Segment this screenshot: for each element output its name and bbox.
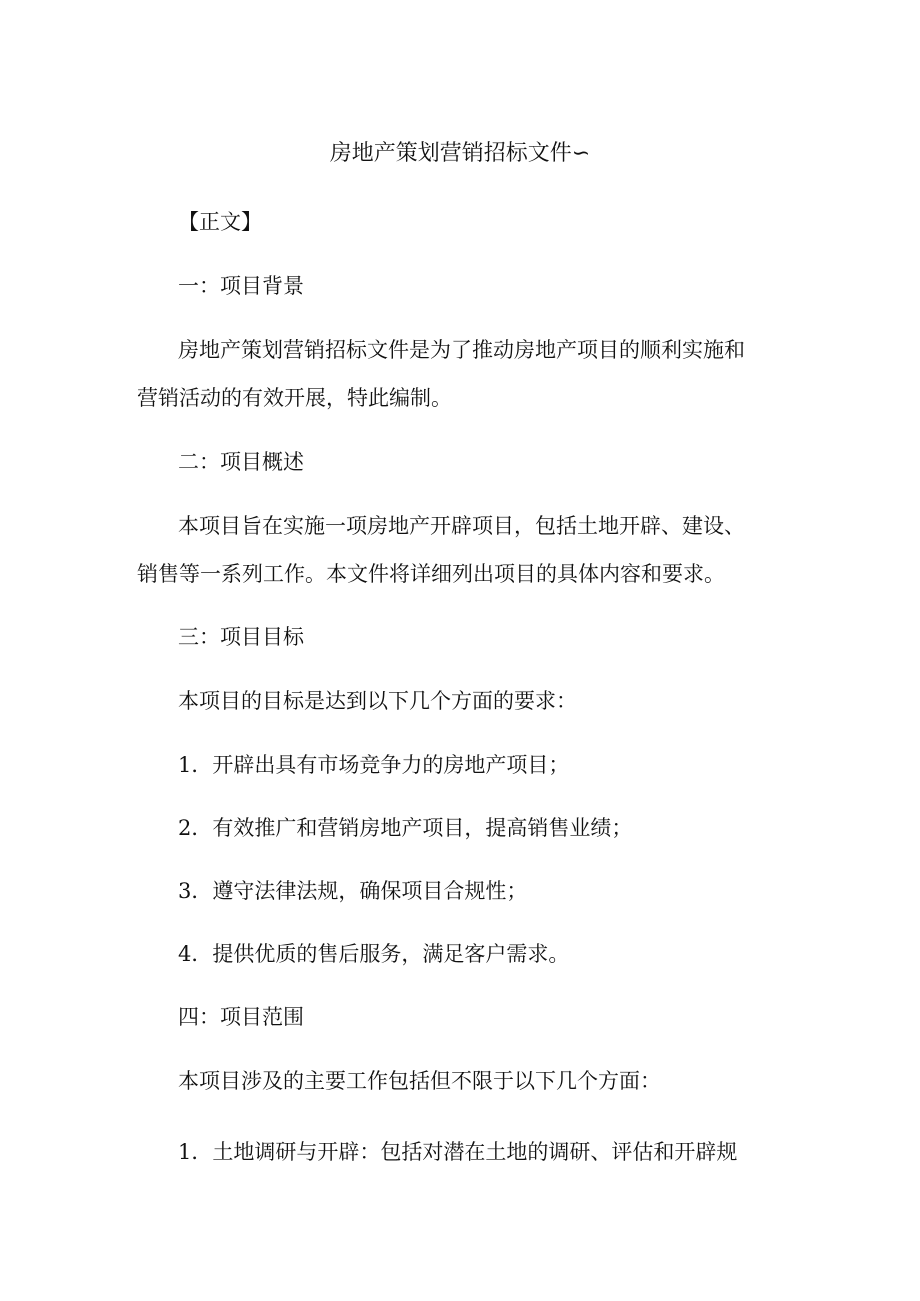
goals-item-3: 3．遵守法律法规，确保项目合规性；: [178, 879, 528, 903]
goals-intro: 本项目的目标是达到以下几个方面的要求：: [178, 689, 577, 713]
goals-item-1: 1．开辟出具有市场竞争力的房地产项目；: [178, 753, 570, 777]
goals-item-2: 2．有效推广和营销房地产项目，提高销售业绩；: [178, 816, 633, 840]
scope-item-1: 1．土地调研与开辟：包括对潜在土地的调研、评估和开辟规: [178, 1140, 738, 1164]
section-marker: 【正文】: [178, 210, 262, 234]
overview-paragraph-line-1: 本项目旨在实施一项房地产开辟项目，包括土地开辟、建设、: [178, 514, 745, 538]
section-heading-goals: 三：项目目标: [178, 625, 304, 649]
overview-paragraph-line-2: 销售等一系列工作。本文件将详细列出项目的具体内容和要求。: [137, 562, 725, 586]
background-paragraph-line-2: 营销活动的有效开展，特此编制。: [137, 386, 452, 410]
section-heading-overview: 二：项目概述: [178, 450, 304, 474]
scope-intro: 本项目涉及的主要工作包括但不限于以下几个方面：: [178, 1069, 661, 1093]
section-heading-scope: 四：项目范围: [178, 1005, 304, 1029]
section-heading-background: 一：项目背景: [178, 274, 304, 298]
document-title: 房地产策划营销招标文件∽: [329, 141, 591, 166]
goals-item-4: 4．提供优质的售后服务，满足客户需求。: [178, 942, 570, 966]
background-paragraph-line-1: 房地产策划营销招标文件是为了推动房地产项目的顺利实施和: [178, 338, 745, 362]
